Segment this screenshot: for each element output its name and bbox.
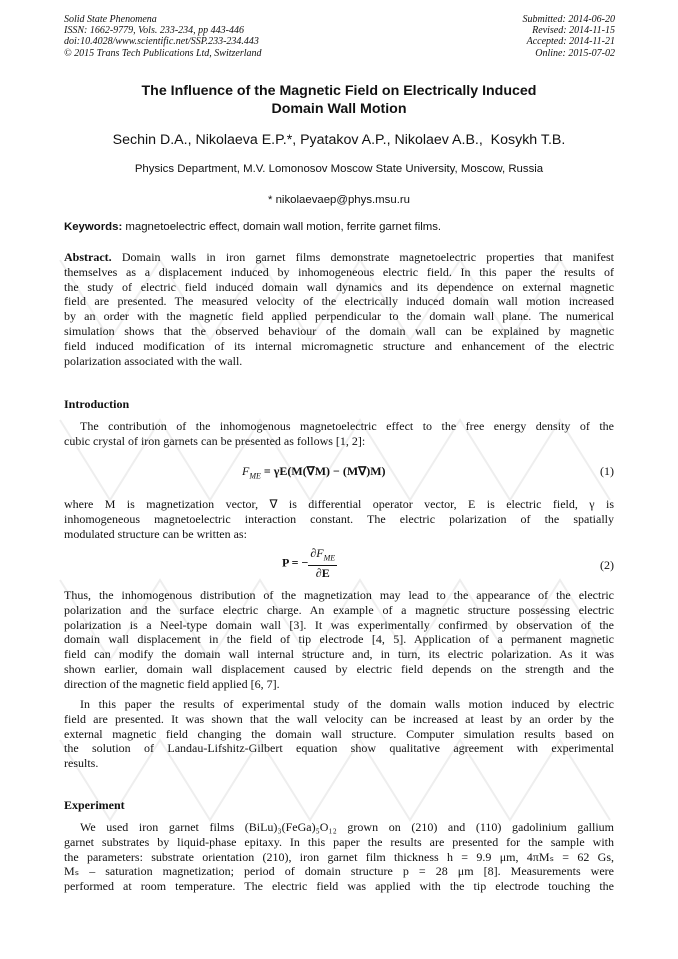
corresponding-email: * nikolaevaep@phys.msu.ru [268,194,410,206]
fraction: $\frac{\partial F_{ME}}{\partial E}$ [310,546,336,581]
equation-1 [64,464,614,480]
paragraph-line: inhomogeneous magnetoelectric interaction constant. The electric polarization of the spatially [64,511,614,526]
paragraph-line: In this paper the results of experimental study of the domain walls motion induced by electric [80,697,614,711]
intro-paragraph [64,497,614,541]
abstract-line: themselves as a displacement induced by inhomogeneous electric field. In this paper the results of [64,264,614,279]
paragraph-line: performed at room temperature. The electric field was applied with the tip electrode touching the [64,879,614,894]
section-heading-experiment: Experiment [64,798,125,812]
keywords [64,220,614,234]
journal-copyright: © 2015 Trans Tech Publications Ltd, Switzerland [64,47,262,59]
paragraph-line: the solution of Landau-Lifshitz-Gilbert equation show qualitative agreement with experimental [64,741,614,756]
date-online: Online: 2015-07-02 [535,47,615,59]
paragraph-line: Mₛ – saturation magnetization; period of domain structure p = 28 μm [8]. Measurements were [64,864,614,879]
date-revised: Revised: 2014-11-15 [532,25,615,37]
abstract-line: polarization associated with the wall. [64,353,243,368]
equation-number: (1) [600,464,614,478]
author-list: Sechin D.A., Nikolaeva E.P.*, Pyatakov A.P., Nikolaev A.B., Kosykh T.B. [112,132,566,148]
paragraph-line: polarization and the surface electric charge. An example of a magnetic structure possessing electric [64,602,614,617]
paragraph-line: Thus, the inhomogenous distribution of the magnetization may lead to the appearance of the electric [64,588,614,602]
paragraph-line: field can modify the domain wall internal structure and, in turn, its electric polarization. As it was [64,647,614,662]
title-line: Domain Wall Motion [271,101,407,117]
paragraph-line: shown earlier, domain wall displacement caused by electric field depends on the strength and the [64,661,614,676]
publication-dates [523,14,616,59]
paragraph-line: The contribution of the inhomogenous magnetoelectric effect to the free energy density of the [80,419,614,433]
section-heading-introduction: Introduction [64,397,130,411]
equation-1-body: $F_{ME} = \gamma E(M(\nabla M) - (M\nabla)M)$ [242,464,386,481]
date-accepted: Accepted: 2014-11-21 [526,36,615,48]
experiment-paragraph [64,820,614,894]
paragraph-line: domain wall displacement in the field of tip electrode [4, 5]. Application of a permanent magnetic [64,632,614,647]
abstract-line: field induced modification of its internal micromagnetic structure and enhancement of the electric [64,338,614,353]
abstract-line: Abstract. Domain walls in iron garnet films demonstrate magnetoelectric properties that manifest [64,250,614,264]
paragraph-line: We used iron garnet films (BiLu)₃(FeGa)₅O₁₂ grown on (210) and (110) gadolinium gallium [80,820,614,834]
paragraph-line: where M is magnetization vector, ∇ is differential operator vector, E is electric field, γ is [64,497,614,511]
journal-doi: doi:10.4028/www.scientific.net/SSP.233-234.443 [64,36,259,48]
intro-paragraph [64,588,614,692]
paragraph-line: direction of the magnetic field applied [6, 7]. [64,676,280,691]
date-submitted: Submitted: 2014-06-20 [522,14,615,25]
abstract-label: Abstract. [64,250,112,264]
paragraph-line: garnet substrates by liquid-phase epitaxy. In this paper the results are presented for the sample with [64,834,614,849]
equation-2 [64,546,614,580]
paragraph-line: the parameters: substrate orientation (210), iron garnet film thickness h = 9.9 μm, 4πMₛ = 62 Gs, [64,849,614,864]
title-line: The Influence of the Magnetic Field on Electrically Induced [141,83,537,99]
equation-number: (2) [600,558,614,572]
paragraph-line: results. [64,756,99,771]
intro-paragraph [64,419,614,449]
paragraph-line: polarization is a Neel-type domain wall [3]. It was experimentally confirmed by observation of the [64,617,614,632]
abstract [64,250,614,368]
abstract-line: the study of electric field induced domain wall dynamics and its dependence on external magnetic [64,279,614,294]
paragraph-line: field are presented. It was shown that the wall velocity can be increased at least by an order by the [64,711,614,726]
journal-name: Solid State Phenomena [64,14,157,25]
paper-title [64,82,614,118]
affiliation: Physics Department, M.V. Lomonosov Moscow State University, Moscow, Russia [134,163,544,175]
journal-info [64,14,262,59]
abstract-line: simulation shows that the observed behaviour of the domain wall can be explained by magnetic [64,323,614,338]
keywords-text: magnetoelectric effect, domain wall motion, ferrite garnet films. [122,221,442,233]
keywords-label: Keywords: [64,221,123,233]
equation-2-body: P = − $\frac{\partial F_{ME}}{\partial E}$ [282,546,336,581]
abstract-line: field are presented. The measured velocity of the electrically induced domain wall motion increased [64,294,614,309]
paragraph-line: modulated structure can be written as: [64,526,247,541]
intro-paragraph [64,697,614,771]
paragraph-line: external magnetic field changing the domain wall structure. Computer simulation results based on [64,726,614,741]
journal-issn: ISSN: 1662-9779, Vols. 233-234, pp 443-446 [64,25,244,37]
abstract-line: by an order with the magnetic field applied perpendicular to the domain wall plane. The numerical [64,309,614,324]
paragraph-line: cubic crystal of iron garnets can be presented as follows [1, 2]: [64,433,366,448]
